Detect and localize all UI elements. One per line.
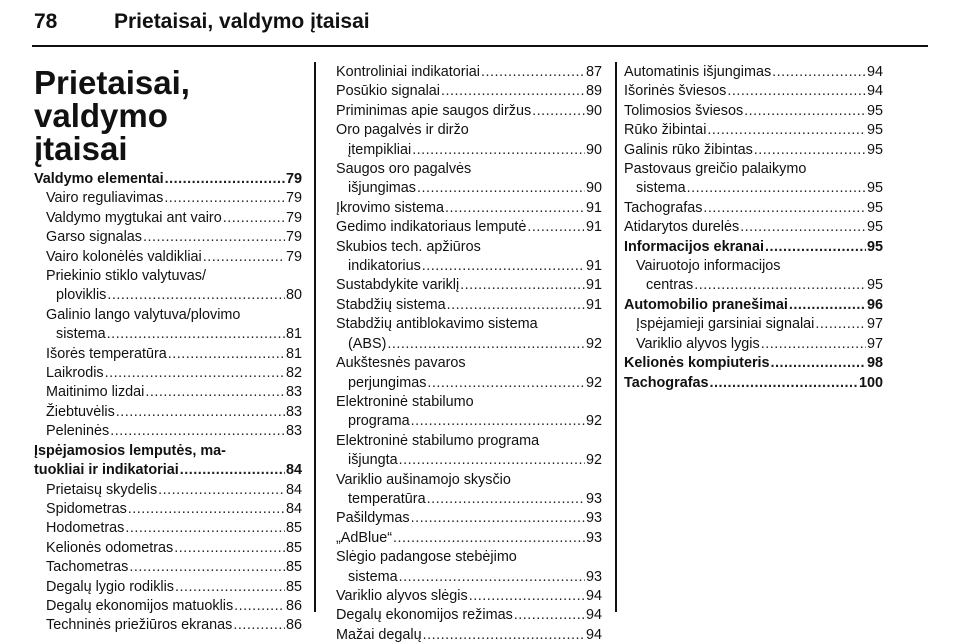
toc-entry-text: Vairo reguliavimas [46, 190, 164, 207]
toc-page-number: 79 [285, 229, 302, 246]
toc-entry[interactable] [336, 63, 602, 82]
toc-page-number: 87 [585, 64, 602, 80]
toc-page-number: 79 [285, 171, 302, 187]
page-header [32, 4, 928, 48]
toc-entry[interactable] [34, 306, 302, 345]
toc-entry-text: Slėgio padangose stebėjimo [336, 549, 517, 566]
dot-leader [427, 374, 585, 393]
toc-entry-text: tuokliai ir indikatoriai [34, 462, 179, 479]
toc-page-number: 91 [585, 219, 602, 236]
toc-entry-text: Aukštesnės pavaros [336, 355, 466, 372]
dot-leader [469, 587, 585, 606]
toc-entry-text: Atidarytos durelės [624, 219, 740, 236]
toc-entry-text: Informacijos ekranai [624, 238, 764, 255]
dot-leader [710, 374, 858, 393]
dot-leader [707, 121, 866, 140]
toc-entry-text: Žiebtuvėlis [46, 403, 115, 420]
toc-page-number: 96 [866, 296, 883, 313]
toc-entry[interactable] [624, 218, 883, 237]
toc-entry[interactable] [34, 267, 302, 306]
dot-leader [411, 412, 585, 431]
toc-entry[interactable] [624, 121, 883, 140]
dot-leader [165, 170, 285, 189]
toc-page-number: 79 [285, 248, 302, 265]
toc-page-number: 94 [866, 83, 883, 100]
dot-leader [481, 63, 585, 82]
toc-page-number: 85 [285, 578, 302, 595]
toc-entry-text: Pastovaus greičio palaikymo [624, 161, 807, 178]
toc-entry-text: Prietaisų skydelis [46, 481, 158, 498]
dot-leader [164, 189, 285, 208]
toc-section-entry[interactable] [624, 296, 883, 315]
dot-leader [514, 606, 585, 625]
dot-leader [417, 179, 585, 198]
dot-leader [427, 490, 585, 509]
toc-entry[interactable] [624, 102, 883, 121]
dot-leader [744, 102, 866, 121]
toc-page-number: 83 [285, 403, 302, 420]
dot-leader [771, 354, 866, 373]
toc-entry[interactable] [336, 218, 602, 237]
toc-page-number: 94 [585, 587, 602, 604]
toc-entry-text: temperatūra [348, 490, 426, 507]
toc-entry[interactable] [34, 345, 302, 364]
dot-leader [180, 461, 285, 480]
toc-entry-text: Įkrovimo sistema [336, 199, 444, 216]
toc-page-number: 92 [585, 335, 602, 352]
toc-entry[interactable] [624, 160, 883, 199]
toc-page-number: 93 [585, 510, 602, 527]
toc-entry-text: Valdymo elementai [34, 171, 164, 187]
toc-page-number: 81 [285, 345, 302, 362]
toc-entry-text: Priekinio stiklo valytuvas/ [46, 268, 206, 285]
dot-leader [441, 82, 585, 101]
toc-page-number: 91 [585, 296, 602, 313]
toc-entry-text: Kelionės kompiuteris [624, 355, 770, 372]
toc-entry-text: Rūko žibintai [624, 122, 707, 139]
toc-entry-text: Tolimosios šviesos [624, 102, 744, 119]
toc-page-number: 97 [866, 335, 883, 352]
toc-entry-text: sistema [56, 326, 106, 343]
toc-entry[interactable] [34, 228, 302, 247]
toc-page-number: 80 [285, 287, 302, 304]
dot-leader [129, 558, 285, 577]
toc-entry-text: Tachografas [624, 374, 709, 391]
toc-entry-text: centras [646, 277, 694, 294]
running-title: Prietaisai, valdymo įtaisai [114, 10, 370, 33]
toc-page-number: 81 [285, 326, 302, 343]
dot-leader [116, 403, 285, 422]
dot-leader [694, 276, 866, 295]
dot-leader [412, 141, 585, 160]
dot-leader [445, 199, 585, 218]
dot-leader [110, 422, 285, 441]
toc-entry-text: Degalų lygio rodiklis [46, 578, 174, 595]
toc-page-number: 79 [285, 190, 302, 207]
column-divider-2 [615, 62, 617, 612]
toc-entry-text: indikatorius [348, 258, 421, 275]
toc-column-1 [34, 170, 302, 636]
toc-page-number: 95 [866, 277, 883, 294]
toc-entry-text: Mažai degalų [336, 626, 422, 642]
toc-entry-text: perjungimas [348, 374, 427, 391]
toc-entry-text: Įspėjamosios lemputės, ma- [34, 442, 226, 459]
toc-entry-text: Išorinės šviesos [624, 83, 727, 100]
toc-page-number: 84 [285, 462, 302, 479]
toc-entry[interactable] [34, 481, 302, 500]
chapter-title [34, 66, 304, 165]
toc-entry-text: Galinis rūko žibintas [624, 141, 753, 158]
dot-leader [203, 248, 285, 267]
toc-entry[interactable] [34, 209, 302, 228]
dot-leader [761, 335, 866, 354]
dot-leader [422, 257, 585, 276]
dot-leader [423, 626, 585, 642]
toc-entry[interactable] [336, 393, 602, 432]
toc-entry-text: (ABS) [348, 335, 387, 352]
toc-page-number: 95 [866, 102, 883, 119]
toc-page-number: 95 [866, 219, 883, 236]
toc-entry-text: sistema [636, 180, 686, 197]
toc-page-number: 94 [866, 64, 883, 80]
toc-entry[interactable] [336, 509, 602, 528]
dot-leader [411, 509, 585, 528]
toc-page-number: 86 [285, 597, 302, 614]
dot-leader [128, 500, 285, 519]
toc-entry-text: Variklio aušinamojo skysčio [336, 471, 511, 488]
toc-entry[interactable] [336, 82, 602, 101]
dot-leader [107, 286, 285, 305]
toc-entry[interactable] [34, 578, 302, 597]
dot-leader [789, 296, 866, 315]
toc-entry-text: įtempikliai [348, 141, 412, 158]
toc-page-number: 85 [285, 520, 302, 537]
toc-page-number: 91 [585, 277, 602, 294]
toc-entry[interactable] [34, 539, 302, 558]
toc-entry[interactable] [336, 238, 602, 277]
toc-entry-text: išjungimas [348, 180, 416, 197]
dot-leader [125, 519, 285, 538]
toc-entry[interactable] [336, 199, 602, 218]
column-divider-1 [314, 62, 316, 612]
chapter-title-line: Prietaisai, valdymo [34, 64, 190, 134]
toc-entry-text: Išorės temperatūra [46, 345, 167, 362]
toc-entry-text: Elektroninė stabilumo [336, 393, 474, 410]
toc-entry-text: Elektroninė stabilumo programa [336, 432, 540, 449]
toc-page-number: 85 [285, 559, 302, 576]
toc-page-number: 97 [866, 316, 883, 333]
dot-leader [233, 616, 285, 635]
toc-entry-text: „AdBlue“ [336, 529, 392, 546]
toc-page-number: 79 [285, 209, 302, 226]
toc-page-number: 95 [866, 141, 883, 158]
toc-entry[interactable] [34, 248, 302, 267]
toc-page-number: 86 [285, 617, 302, 634]
toc-entry-text: Variklio alyvos slėgis [336, 587, 468, 604]
toc-column-3 [624, 63, 883, 393]
dot-leader [772, 63, 866, 82]
dot-leader [158, 481, 285, 500]
toc-entry-text: Kelionės odometras [46, 539, 174, 556]
toc-entry-text: Stabdžių sistema [336, 296, 446, 313]
toc-entry-text: Gedimo indikatoriaus lemputė [336, 219, 527, 236]
toc-entry[interactable] [336, 432, 602, 471]
toc-entry[interactable] [624, 257, 883, 296]
toc-page-number: 92 [585, 452, 602, 469]
toc-page-number: 83 [285, 423, 302, 440]
toc-entry-text: Automobilio pranešimai [624, 296, 788, 313]
toc-entry[interactable] [624, 82, 883, 101]
toc-entry-text: ploviklis [56, 287, 107, 304]
toc-section-entry[interactable] [624, 374, 883, 393]
toc-entry-text: Degalų ekonomijos matuoklis [46, 597, 234, 614]
dot-leader [687, 179, 866, 198]
toc-entry[interactable] [336, 471, 602, 510]
toc-entry-text: Hodometras [46, 520, 125, 537]
dot-leader [765, 238, 866, 257]
toc-page-number: 90 [585, 141, 602, 158]
toc-entry[interactable] [336, 160, 602, 199]
toc-page-number: 93 [585, 490, 602, 507]
toc-entry-text: Techninės priežiūros ekranas [46, 617, 233, 634]
toc-entry[interactable] [336, 354, 602, 393]
dot-leader [399, 451, 585, 470]
toc-entry[interactable] [336, 606, 602, 625]
dot-leader [175, 578, 285, 597]
toc-entry-text: Pašildymas [336, 510, 410, 527]
dot-leader [174, 539, 285, 558]
toc-page-number: 90 [585, 102, 602, 119]
toc-entry[interactable] [34, 500, 302, 519]
toc-entry-text: Priminimas apie saugos diržus [336, 102, 532, 119]
toc-entry[interactable] [34, 597, 302, 616]
dot-leader [145, 383, 285, 402]
toc-page-number: 93 [585, 568, 602, 585]
toc-page-number: 94 [585, 626, 602, 642]
dot-leader [234, 597, 285, 616]
toc-entry-text: Posūkio signalai [336, 83, 440, 100]
toc-column-2 [336, 63, 602, 642]
toc-page-number: 100 [858, 374, 883, 391]
toc-entry-text: Tachografas [624, 199, 703, 216]
toc-entry[interactable] [624, 63, 883, 82]
toc-entry[interactable] [34, 616, 302, 635]
toc-entry[interactable] [624, 335, 883, 354]
toc-entry[interactable] [34, 403, 302, 422]
dot-leader [727, 82, 866, 101]
toc-section-entry[interactable] [624, 238, 883, 257]
toc-page-number: 95 [866, 180, 883, 197]
toc-page-number: 84 [285, 500, 302, 517]
toc-entry[interactable] [336, 276, 602, 295]
toc-page-number: 91 [585, 258, 602, 275]
toc-entry-text: Sustabdykite variklį [336, 277, 460, 294]
toc-entry-text: Degalų ekonomijos režimas [336, 607, 513, 624]
toc-page-number: 92 [585, 413, 602, 430]
toc-entry[interactable] [34, 422, 302, 441]
header-divider [32, 45, 928, 47]
toc-section-entry[interactable] [34, 442, 302, 481]
toc-page-number: 82 [285, 365, 302, 382]
toc-entry-text: Įspėjamieji garsiniai signalai [636, 316, 815, 333]
dot-leader [393, 529, 585, 548]
toc-entry[interactable] [336, 315, 602, 354]
toc-entry-text: Oro pagalvės ir diržo [336, 122, 469, 139]
toc-entry[interactable] [624, 199, 883, 218]
toc-entry[interactable] [34, 383, 302, 402]
toc-entry[interactable] [336, 548, 602, 587]
toc-page-number: 95 [866, 199, 883, 216]
toc-entry-text: Skubios tech. apžiūros [336, 238, 481, 255]
toc-entry-text: Peleninės [46, 423, 110, 440]
toc-page-number: 89 [585, 83, 602, 100]
dot-leader [387, 335, 585, 354]
dot-leader [527, 218, 585, 237]
toc-entry[interactable] [336, 296, 602, 315]
toc-entry-text: Galinio lango valytuva/plovimo [46, 306, 241, 323]
toc-entry[interactable] [624, 315, 883, 334]
dot-leader [703, 199, 866, 218]
toc-entry-text: Vairuotojo informacijos [636, 258, 781, 275]
toc-page-number: 93 [585, 529, 602, 546]
toc-entry-text: Laikrodis [46, 365, 104, 382]
toc-page-number: 95 [866, 122, 883, 139]
toc-entry-text: Spidometras [46, 500, 127, 517]
dot-leader [399, 568, 585, 587]
toc-entry[interactable] [336, 121, 602, 160]
toc-entry-text: Tachometras [46, 559, 129, 576]
toc-entry[interactable] [34, 189, 302, 208]
dot-leader [740, 218, 866, 237]
toc-entry[interactable] [336, 102, 602, 121]
toc-entry-text: Automatinis išjungimas [624, 64, 772, 80]
toc-entry-text: Vairo kolonėlės valdikliai [46, 248, 202, 265]
toc-page-number: 98 [866, 355, 883, 372]
toc-entry[interactable] [34, 519, 302, 538]
toc-entry-text: Kontroliniai indikatoriai [336, 64, 480, 80]
toc-entry-text: Valdymo mygtukai ant vairo [46, 209, 222, 226]
chapter-title-line: įtaisai [34, 130, 128, 167]
toc-page-number: 92 [585, 374, 602, 391]
dot-leader [532, 102, 585, 121]
toc-entry[interactable] [336, 626, 602, 642]
toc-section-entry[interactable] [34, 170, 302, 189]
dot-leader [107, 325, 285, 344]
dot-leader [143, 228, 285, 247]
dot-leader [815, 315, 866, 334]
toc-entry[interactable] [624, 141, 883, 160]
toc-page-number: 95 [866, 238, 883, 255]
toc-page-number: 85 [285, 539, 302, 556]
toc-entry[interactable] [336, 529, 602, 548]
toc-entry-text: išjungta [348, 452, 398, 469]
dot-leader [223, 209, 285, 228]
dot-leader [168, 345, 285, 364]
toc-page-number: 84 [285, 481, 302, 498]
toc-page-number: 94 [585, 607, 602, 624]
toc-page-number: 83 [285, 384, 302, 401]
toc-entry-text: Garso signalas [46, 229, 142, 246]
toc-entry[interactable] [34, 558, 302, 577]
toc-entry-text: Variklio alyvos lygis [636, 335, 760, 352]
page-number: 78 [34, 10, 58, 33]
toc-entry-text: sistema [348, 568, 398, 585]
dot-leader [447, 296, 585, 315]
toc-entry-text: Stabdžių antiblokavimo sistema [336, 316, 538, 333]
toc-section-entry[interactable] [624, 354, 883, 373]
dot-leader [105, 364, 285, 383]
toc-entry[interactable] [336, 587, 602, 606]
toc-entry-text: Saugos oro pagalvės [336, 161, 472, 178]
dot-leader [754, 141, 866, 160]
toc-entry-text: Maitinimo lizdai [46, 384, 145, 401]
toc-entry-text: programa [348, 413, 410, 430]
toc-page-number: 90 [585, 180, 602, 197]
toc-page-number: 91 [585, 199, 602, 216]
toc-entry[interactable] [34, 364, 302, 383]
dot-leader [460, 276, 585, 295]
